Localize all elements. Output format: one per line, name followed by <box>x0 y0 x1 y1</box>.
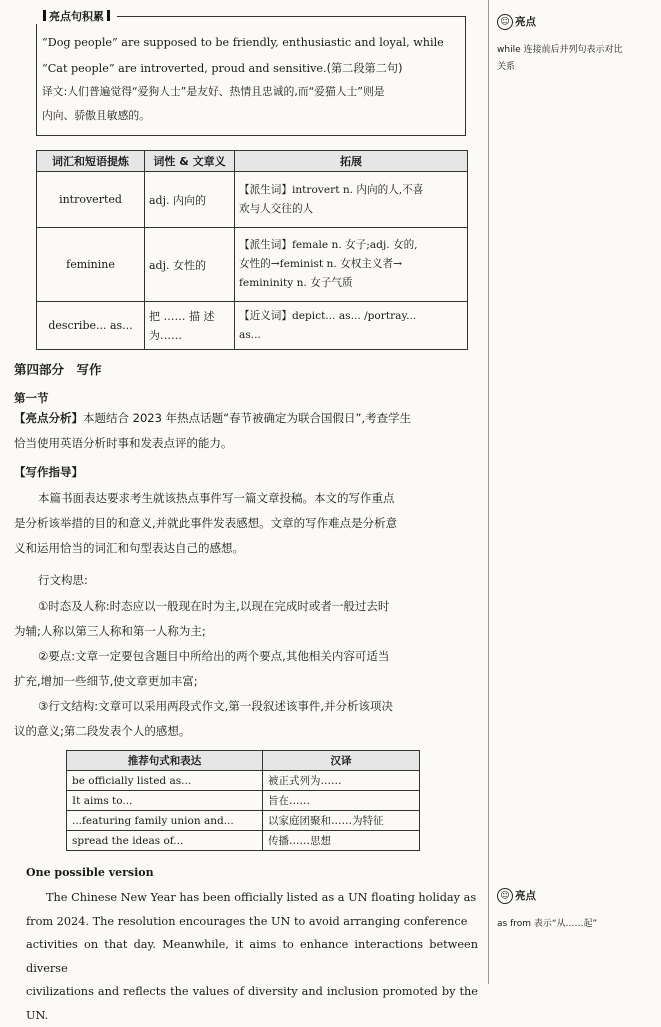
note-1-text: while 连接前后并列句表示对比 关系 <box>497 45 623 72</box>
table-row <box>37 172 468 228</box>
guide-paragraph: 本篇书面表达要求考生就该热点事件写一篇文章投稿。本文的写作重点 是分析该举措的目的和意义,并就此事件发表感想。文章的写作难点是分析意 义和运用恰当的词汇和句型表达自己的感想。 <box>14 491 398 555</box>
translation-line-2: 内向、骄傲且敏感的。 <box>42 109 150 122</box>
table-row <box>67 811 420 831</box>
expr-phrase: be officially listed as... <box>67 771 263 791</box>
expr-header: 汉译 <box>263 751 420 771</box>
point-1: ①时态及人称:时态应以一般现在时为主,以现在完成时或者一般过去时 为辅;人称以第三人称和第一人称为主; <box>14 599 390 638</box>
expr-phrase: ...featuring family union and... <box>67 811 263 831</box>
expression-table <box>66 750 420 851</box>
vocab-meaning: adj. 女性的 <box>145 228 235 302</box>
point-2: ②要点:文章一定要包含题目中所给出的两个要点,其他相关内容可适当 扩充,增加一些细节,使文章更加丰富; <box>14 649 390 688</box>
expr-phrase: spread the ideas of... <box>67 831 263 851</box>
expr-translation: 传播……思想 <box>263 831 420 851</box>
face-icon: ☺ <box>497 14 513 30</box>
expr-translation: 被正式列为…… <box>263 771 420 791</box>
vocab-table <box>36 150 468 350</box>
vocab-meaning: adj. 内向的 <box>145 172 235 228</box>
expr-translation: 旨在…… <box>263 791 420 811</box>
section-title: 第四部分 写作 <box>14 362 102 377</box>
expr-header-row <box>67 751 420 771</box>
highlight-line-1: “Dog people” are supposed to be friendly, enthusiastic and loyal, while <box>42 36 444 49</box>
expr-phrase: It aims to... <box>67 791 263 811</box>
idea-title: 行文构思: <box>38 573 88 587</box>
subsection-title: 第一节 <box>14 391 49 405</box>
table-row <box>67 831 420 851</box>
note-1-header: ☺ 亮点 <box>497 14 536 30</box>
vocab-header: 词性 & 文章义 <box>145 151 235 172</box>
version-title: One possible version <box>26 866 154 879</box>
guide-label: 【写作指导】 <box>14 465 83 479</box>
vocab-extension: 【近义词】depict... as... /portray... as... <box>235 302 468 350</box>
vocab-header: 词汇和短语提炼 <box>37 151 145 172</box>
vocab-word: feminine <box>37 228 145 302</box>
highlight-line-2: “Cat people” are introverted, proud and sensitive.(第二段第二句) <box>42 62 403 75</box>
point-3: ③行文结构:文章可以采用两段式作文,第一段叙述该事件,并分析该项决 议的意义;第二段发表个人的感想。 <box>14 699 393 738</box>
table-row <box>37 302 468 350</box>
table-row <box>37 228 468 302</box>
note-2-text: as from 表示“从……起” <box>497 919 598 929</box>
vocab-meaning: 把 …… 描 述 为…… <box>145 302 235 350</box>
face-icon: ☺ <box>497 888 513 904</box>
vocab-header: 拓展 <box>235 151 468 172</box>
vocab-word: describe... as... <box>37 302 145 350</box>
vocab-header-row <box>37 151 468 172</box>
vocab-extension: 【派生词】introvert n. 内向的人,不喜 欢与人交往的人 <box>235 172 468 228</box>
expr-translation: 以家庭团聚和……为特征 <box>263 811 420 831</box>
vocab-extension: 【派生词】female n. 女子;adj. 女的, 女性的→feminist n. 女权主义者→ femininity n. 女子气质 <box>235 228 468 302</box>
note-2-header: ☺ 亮点 <box>497 888 536 904</box>
table-row <box>67 771 420 791</box>
side-notes-column <box>488 0 661 984</box>
vocab-word: introverted <box>37 172 145 228</box>
highlight-box-header: 亮点句积累 <box>36 8 117 24</box>
essay-paragraph: The Chinese New Year has been officially listed as a UN floating holiday as from 2024. The resolution encourages the UN to avoid arranging conference activities on that day. Meanwhile, it aims to enhance interactions between diverse civilizations and reflects the values of diversity and inclusion promoted by the UN. <box>26 891 478 1022</box>
expr-header: 推荐句式和表达 <box>67 751 263 771</box>
table-row <box>67 791 420 811</box>
analysis-paragraph: 【亮点分析】本题结合 2023 年热点话题“春节被确定为联合国假日”,考查学生 恰当使用英语分析时事和发表点评的能力。 <box>14 411 412 450</box>
translation-line-1: 译文:人们普遍觉得“爱狗人士”是友好、热情且忠诚的,而“爱猫人士”则是 <box>42 85 385 98</box>
